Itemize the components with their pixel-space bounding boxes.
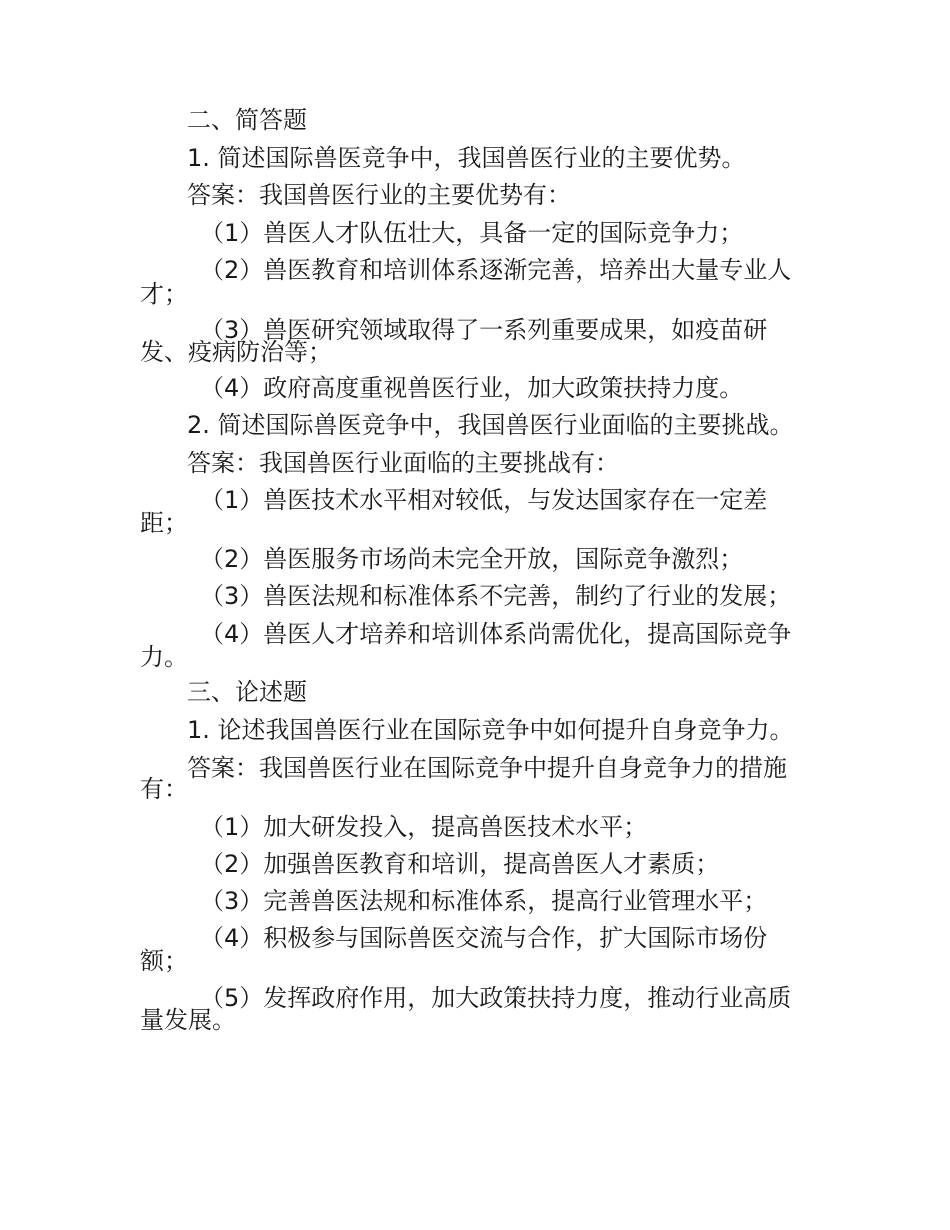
answer-item: （2）兽医服务市场尚未完全开放，国际竞争激烈； — [200, 545, 744, 573]
answer-item: （2）加强兽医教育和培训，提高兽医人才素质； — [200, 850, 720, 878]
essay-answer-intro: 答案：我国兽医行业在国际竞争中提升自身竞争力的措施 — [187, 754, 787, 782]
section-heading-essay: 三、论述题 — [187, 678, 307, 706]
answer-item: （4）政府高度重视兽医行业，加大政策扶持力度。 — [200, 374, 744, 402]
answer-item-continuation: 额； — [140, 947, 188, 975]
answer-item-continuation: 距； — [140, 509, 188, 537]
answer-intro-1: 答案：我国兽医行业的主要优势有： — [187, 181, 571, 209]
answer-item: （5）发挥政府作用，加大政策扶持力度，推动行业高质 — [200, 984, 792, 1012]
question-1: 1. 简述国际兽医竞争中，我国兽医行业的主要优势。 — [187, 144, 746, 172]
answer-item: （4）积极参与国际兽医交流与合作，扩大国际市场份 — [200, 924, 768, 952]
answer-item: （1）兽医人才队伍壮大，具备一定的国际竞争力； — [200, 219, 744, 247]
answer-item: （2）兽医教育和培训体系逐渐完善，培养出大量专业人 — [200, 256, 792, 284]
section-heading-short-answer: 二、简答题 — [187, 106, 307, 134]
answer-item: （3）完善兽医法规和标准体系，提高行业管理水平； — [200, 887, 768, 915]
answer-item-continuation: 量发展。 — [140, 1006, 236, 1034]
answer-item: （4）兽医人才培养和培训体系尚需优化，提高国际竞争 — [200, 620, 792, 648]
answer-item: （1）加大研发投入，提高兽医技术水平； — [200, 813, 648, 841]
answer-item: （3）兽医法规和标准体系不完善，制约了行业的发展； — [200, 582, 792, 610]
answer-item: （1）兽医技术水平相对较低，与发达国家存在一定差 — [200, 486, 768, 514]
question-2: 2. 简述国际兽医竞争中，我国兽医行业面临的主要挑战。 — [187, 411, 794, 439]
essay-question-1: 1. 论述我国兽医行业在国际竞争中如何提升自身竞争力。 — [187, 716, 794, 744]
answer-item-continuation: 力。 — [140, 643, 188, 671]
answer-intro-2: 答案：我国兽医行业面临的主要挑战有： — [187, 449, 619, 477]
answer-item: （3）兽医研究领域取得了一系列重要成果，如疫苗研 — [200, 316, 768, 344]
answer-item-continuation: 才； — [140, 280, 188, 308]
essay-answer-intro-continuation: 有： — [140, 775, 188, 803]
answer-item-continuation: 发、疫病防治等； — [140, 338, 332, 366]
